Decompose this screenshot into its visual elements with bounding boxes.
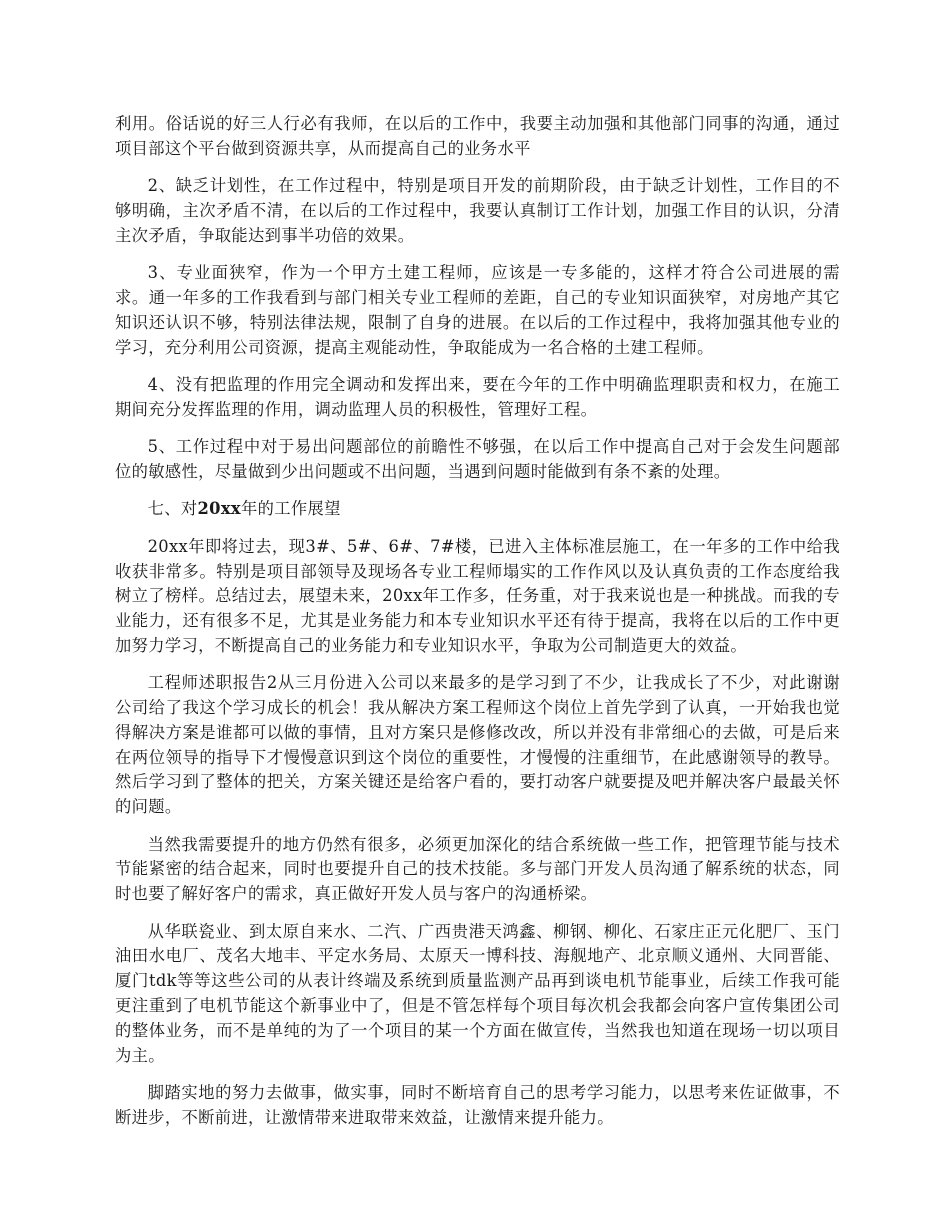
- heading-suffix: 年的工作展望: [240, 499, 341, 519]
- paragraph-closing: 脚踏实地的努力去做事，做实事，同时不断培育自己的思考学习能力，以思考来佐证做事，不断进步，不断前进，让激情带来进取带来效益，让激情来提升能力。: [115, 1083, 840, 1127]
- document-page: [115, 112, 840, 1143]
- section-heading: [115, 497, 840, 522]
- paragraph-continuation: 利用。俗话说的好三人行必有我师，在以后的工作中，我要主动加强和其他部门同事的沟通，通过项目部这个平台做到资源共享，从而提高自己的业务水平: [115, 114, 840, 158]
- paragraph-item-3: 3、专业面狭窄，作为一个甲方土建工程师，应该是一专多能的，这样才符合公司进展的需求。通一年多的工作我看到与部门相关专业工程师的差距，自己的专业知识面狭窄，对房地产其它知识还认识不够，特别法律法规，限制了自身的进展。在以后的工作过程中，我将加强其他专业的学习，充分利用公司资源，提高主观能动性，争取能成为一名合格的土建工程师。: [115, 263, 840, 357]
- heading-prefix: 七、对: [147, 499, 198, 519]
- paragraph-improvement: 当然我需要提升的地方仍然有很多，必须更加深化的结合系统做一些工作，把管理节能与技术节能紧密的结合起来，同时也要提升自己的技术技能。多与部门开发人员沟通了解系统的状态，同时也要了解好客户的需求，真正做好开发人员与客户的沟通桥梁。: [115, 834, 840, 904]
- paragraph-item-5: 5、工作过程中对于易出问题部位的前瞻性不够强，在以后工作中提高自己对于会发生问题部位的敏感性，尽量做到少出问题或不出问题，当遇到问题时能做到有条不紊的处理。: [115, 437, 840, 481]
- paragraph-clients: 从华联瓷业、到太原自来水、二汽、广西贵港天鸿鑫、柳钢、柳化、石家庄正元化肥厂、玉门油田水电厂、茂名大地丰、平定水务局、太原天一博科技、海舰地产、北京顺义通州、大同晋能、厦门tdk等等这些公司的从表计终端及系统到质量监测产品再到谈电机节能事业，后续工作我可能更注重到了电机节能这个新事业中了，但是不管怎样每个项目每次机会我都会向客户宣传集团公司的整体业务，而不是单纯的为了一个项目的某一个方面在做宣传，当然我也知道在现场一切以项目为主。: [115, 921, 840, 1065]
- paragraph-outlook: 20xx年即将过去，现3#、5#、6#、7#楼，已进入主体标准层施工，在一年多的工作中给我收获非常多。特别是项目部领导及现场各专业工程师塌实的工作作风以及认真负责的工作态度给我树立了榜样。总结过去，展望未来，20xx年工作多，任务重，对于我来说也是一种挑战。而我的专业能力，还有很多不足，尤其是业务能力和本专业知识水平还有待于提高，我将在以后的工作中更加努力学习，不断提高自己的业务能力和专业知识水平，争取为公司制造更大的效益。: [115, 536, 840, 655]
- paragraph-item-2: 2、缺乏计划性，在工作过程中，特别是项目开发的前期阶段，由于缺乏计划性，工作目的不够明确，主次矛盾不清，在以后的工作过程中，我要认真制订工作计划，加强工作目的认识，分清主次矛盾，争取能达到事半功倍的效果。: [115, 176, 840, 245]
- paragraph-item-4: 4、没有把监理的作用完全调动和发挥出来，要在今年的工作中明确监理职责和权力，在施工期间充分发挥监理的作用，调动监理人员的积极性，管理好工程。: [115, 374, 840, 419]
- paragraph-report-2: 工程师述职报告2从三月份进入公司以来最多的是学习到了不少，让我成长了不少，对此谢谢公司给了我这个学习成长的机会！我从解决方案工程师这个岗位上首先学到了认真，一开始我也觉得解决方案是谁都可以做的事情，且对方案只是修修改改，所以并没有非常细心的去做，可是后来在两位领导的指导下才慢慢意识到这个岗位的重要性，才慢慢的注重细节，在此感谢领导的教导。然后学习到了整体的把关，方案关键还是给客户看的，要打动客户就要提及吧并解决客户最最关怀的问题。: [115, 673, 840, 817]
- heading-year: 20xx: [197, 499, 241, 519]
